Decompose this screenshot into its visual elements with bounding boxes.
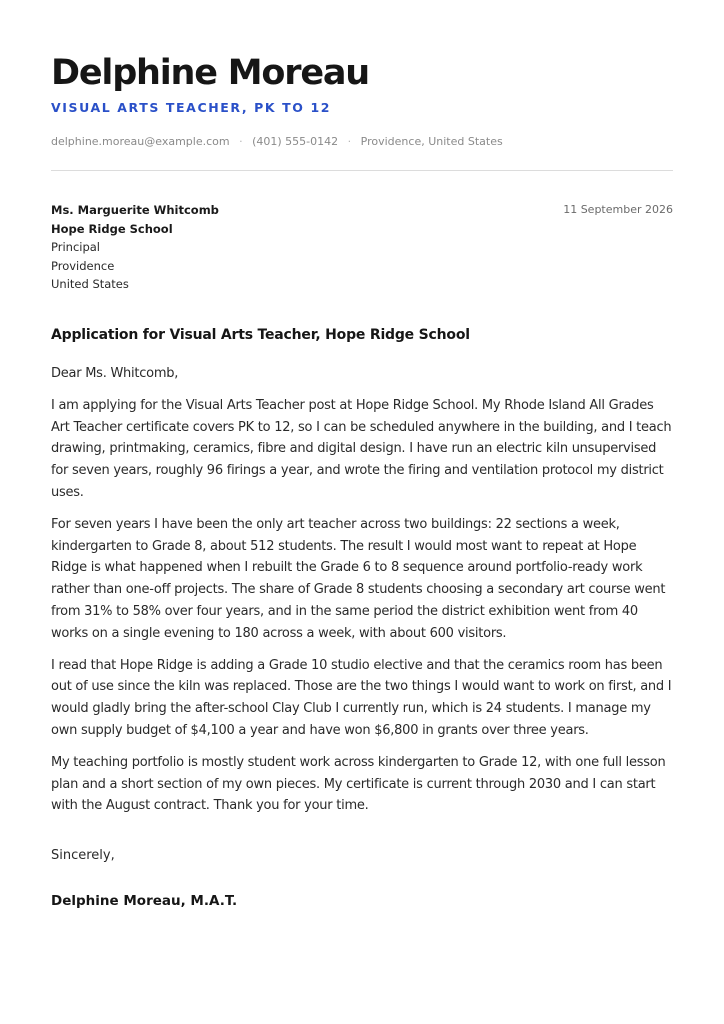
body-paragraph: I am applying for the Visual Arts Teacher post at Hope Ridge School. My Rhode Island All Grades Art Teacher certificate covers PK to 12, so I can be scheduled anywhere in the building, and I teach drawing, printmaking, ceramics, fibre and digital design. I have run an electric kiln unsupervised for seven years, roughly 96 firings a year, and wrote the firing and ventilation protocol my district uses. [51,397,672,500]
recipient-title: Principal [51,240,101,254]
signature: Delphine Moreau, M.A.T. [51,893,238,909]
contact-separator: · [347,135,352,148]
header-divider [51,170,673,171]
contact-separator: · [239,135,243,148]
contact-line [51,134,503,150]
salutation: Dear Ms. Whitcomb, [51,366,179,381]
letter-subject: Application for Visual Arts Teacher, Hope Ridge School [51,327,470,343]
cover-letter-page [51,0,673,1024]
contact-phone[interactable]: (401) 555-0142 [252,135,339,148]
recipient-city: Providence [51,258,115,273]
closing: Sincerely, [51,848,115,863]
recipient-block [51,201,219,294]
applicant-name: Delphine Moreau [51,53,370,93]
letter-body [51,363,673,827]
recipient-name: Ms. Marguerite Whitcomb [51,203,219,217]
recipient-organization: Hope Ridge School [51,221,173,236]
contact-email[interactable]: delphine.moreau@example.com [51,135,230,148]
letter-date: 11 September 2026 [563,203,673,216]
applicant-role: VISUAL ARTS TEACHER, PK TO 12 [51,100,332,115]
contact-location: Providence, United States [360,135,503,148]
body-paragraph: I read that Hope Ridge is adding a Grade 10 studio elective and that the ceramics room has been out of use since the kiln was replaced. Those are the two things I would want to work on first, and I would gladly bring the after-school Clay Club I currently run, which is 24 students. I manage my own supply budget of $4,100 a year and have won $6,800 in grants over three years. [51,657,672,738]
body-paragraph: My teaching portfolio is mostly student work across kindergarten to Grade 12, with one full lesson plan and a short section of my own pieces. My certificate is current through 2030 and I can start with the August contract. Thank you for your time. [51,754,666,814]
body-paragraph: For seven years I have been the only art teacher across two buildings: 22 sections a week, kindergarten to Grade 8, about 512 students. The result I would most want to repeat at Hope Ridge is what happened when I rebuilt the Grade 6 to 8 sequence around portfolio-ready work rather than one-off projects. The share of Grade 8 students choosing a secondary art course went from 31% to 58% over four years, and in the same period the district exhibition went from 40 works on a single evening to 180 across a week, with about 600 visitors. [51,516,666,641]
recipient-country: United States [51,277,129,291]
